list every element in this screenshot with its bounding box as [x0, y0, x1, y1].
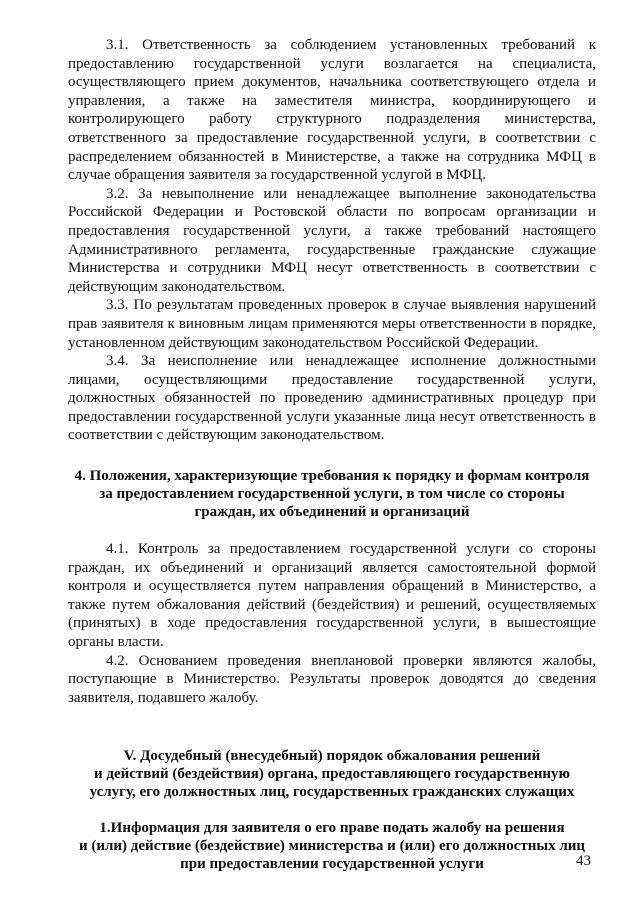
- paragraph-3-2: 3.2. За невыполнение или ненадлежащее выполнение законодательства Российской Федерации и Ростовской области по вопросам организации и предоставления государственной услуги, а также требований настоящего Административного регламента, государственные гражданские служащие Министерства и сотрудники МФЦ несут ответственность в соответствии с действующим законодательством.: [68, 185, 596, 295]
- section-4-heading: [68, 467, 596, 521]
- paragraph-3-1: 3.1. Ответственность за соблюдением установленных требований к предоставлению государственной услуги возлагается на специалиста, осуществляющего прием документов, начальника соответствующего отдела и управления, а также на заместителя министра, координирующего и контролирующего работу структурного подразделения министерства, ответственного за предоставление государственной услуги, в соответствии с распределением обязанностей в Министерстве, а также на сотрудника МФЦ в случае обращения заявителя за государственной услугой в МФЦ.: [68, 37, 596, 184]
- paragraph-3-4: 3.4. За неисполнение или ненадлежащее исполнение должностными лицами, осуществляющими предоставление государственной услуги, должностных обязанностей по проведению административных процедур при предоставлении государственной услуги указанные лица несут ответственность в соответствии с действующим законодательством.: [68, 353, 596, 444]
- subsection-5-1-heading: [68, 819, 596, 873]
- document-page: [68, 36, 596, 873]
- section-5-heading-line: услугу, его должностных лиц, государственных гражданских служащих: [89, 784, 575, 801]
- paragraph-3-3: 3.3. По результатам проведенных проверок в случае выявления нарушений прав заявителя к виновным лицам применяются меры ответственности в порядке, установленном действующим законодательством Российской Федерации.: [68, 297, 596, 351]
- section-4-heading-line: за предоставлением государственной услуги, в том числе со стороны: [99, 486, 565, 503]
- subsection-heading-line: и (или) действие (бездействие) министерства и (или) его должностных лиц: [78, 838, 586, 855]
- section-5-heading: [68, 747, 596, 801]
- section-5-heading-line: и действий (бездействия) органа, предоставляющего государственную: [93, 766, 571, 783]
- section-4-heading-line: 4. Положения, характеризующие требования к порядку и формам контроля: [74, 468, 590, 485]
- page-number: 43: [576, 853, 591, 869]
- section-4-heading-line: граждан, их объединений и организаций: [194, 504, 470, 521]
- section-5-heading-line: V. Досудебный (внесудебный) порядок обжалования решений: [123, 748, 541, 765]
- subsection-heading-line: при предоставлении государственной услуги: [180, 856, 484, 873]
- paragraph-4-2: 4.2. Основанием проведения внеплановой проверки являются жалобы, поступающие в Министерство. Результаты проверок доводятся до сведения заявителя, подавшего жалобу.: [68, 652, 596, 706]
- subsection-heading-line: 1.Информация для заявителя о его праве подать жалобу на решения: [99, 820, 565, 837]
- paragraph-4-1: 4.1. Контроль за предоставлением государственной услуги со стороны граждан, их объединений и организаций является самостоятельной формой контроля и осуществляется путем направления обращений в Министерство, а также путем обжалования действий (бездействия) и решений, осуществляемых (принятых) в ходе предоставления государственной услуги, в вышестоящие органы власти.: [68, 541, 596, 651]
